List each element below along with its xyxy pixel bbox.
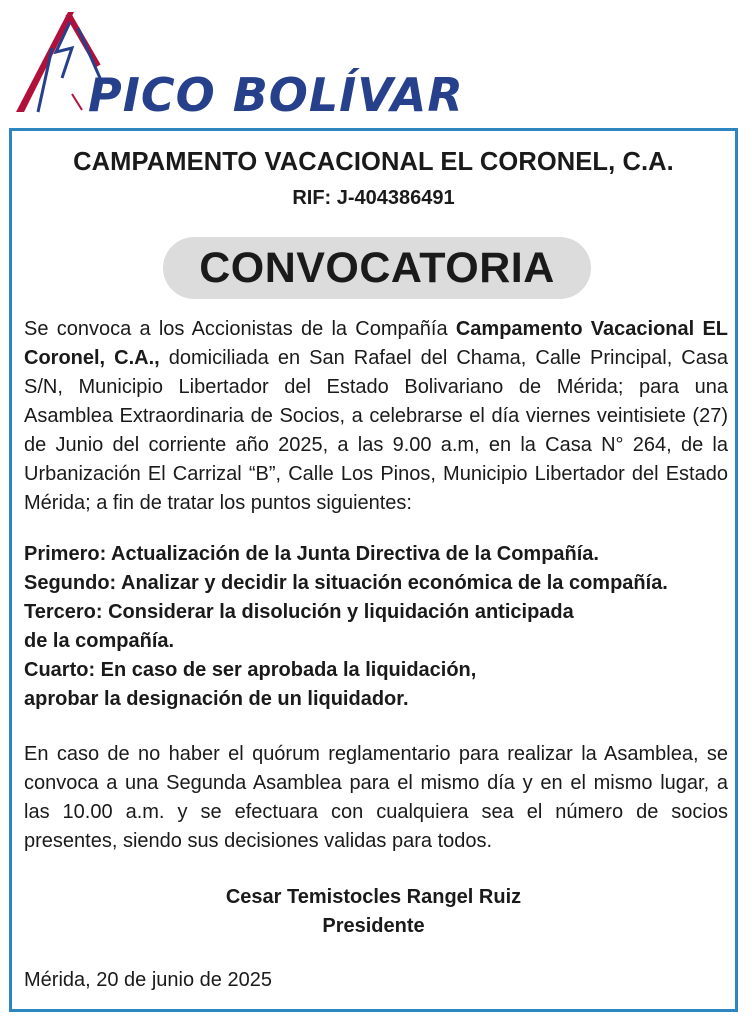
- mountain-logo-icon: [12, 8, 464, 122]
- company-rif: RIF: J-404386491: [292, 187, 455, 209]
- heading-banner: CONVOCATORIA: [163, 237, 591, 299]
- agenda-line: Segundo: Analizar y decidir la situación económica de la compañía.: [24, 572, 668, 594]
- intro-part1: Se convoca a los Accionistas de la Compañía: [24, 318, 456, 340]
- intro-paragraph: [24, 315, 728, 518]
- closing-paragraph: En caso de no haber el quórum reglamentario para realizar la Asamblea, se convoca a una Segunda Asamblea para el mismo día y en el mismo lugar, a las 10.00 a.m. y se efectuara con cualquiera sea el número de socios presentes, siendo sus decisiones validas para todos.: [24, 743, 728, 852]
- agenda-points: [24, 540, 728, 714]
- agenda-line: de la compañía.: [24, 630, 175, 652]
- pico-bolivar-logo: [12, 8, 464, 122]
- notice-frame: [9, 128, 738, 1012]
- agenda-line: Primero: Actualización de la Junta Directiva de la Compañía.: [24, 543, 599, 565]
- signatory-title: Presidente: [322, 915, 425, 937]
- company-name: CAMPAMENTO VACACIONAL EL CORONEL, C.A.: [73, 148, 674, 176]
- agenda-line: Tercero: Considerar la disolución y liquidación anticipada: [24, 601, 574, 623]
- notice-date: Mérida, 20 de junio de 2025: [24, 969, 272, 991]
- intro-company-bold: Campamento Vacacional EL Coronel, C.A.,: [24, 318, 729, 369]
- signatory-name: Cesar Temistocles Rangel Ruiz: [225, 886, 522, 908]
- svg-text:PICO BOLÍVAR: PICO BOLÍVAR: [88, 68, 464, 122]
- agenda-line: aprobar la designación de un liquidador.: [24, 688, 409, 710]
- agenda-line: Cuarto: En caso de ser aprobada la liquidación,: [24, 659, 477, 681]
- intro-part2: domiciliada en San Rafael del Chama, Calle Principal, Casa S/N, Municipio Libertador del Estado Bolivariano de Mérida; para una Asamblea Extraordinaria de Socios, a celebrarse el día viernes veintisiete (27) de Junio del corriente año 2025, a las 9.00 a.m, en la Casa N° 264, de la Urbanización El Carrizal “B”, Calle Los Pinos, Municipio Libertador del Estado Mérida; a fin de tratar los puntos siguientes:: [24, 347, 728, 514]
